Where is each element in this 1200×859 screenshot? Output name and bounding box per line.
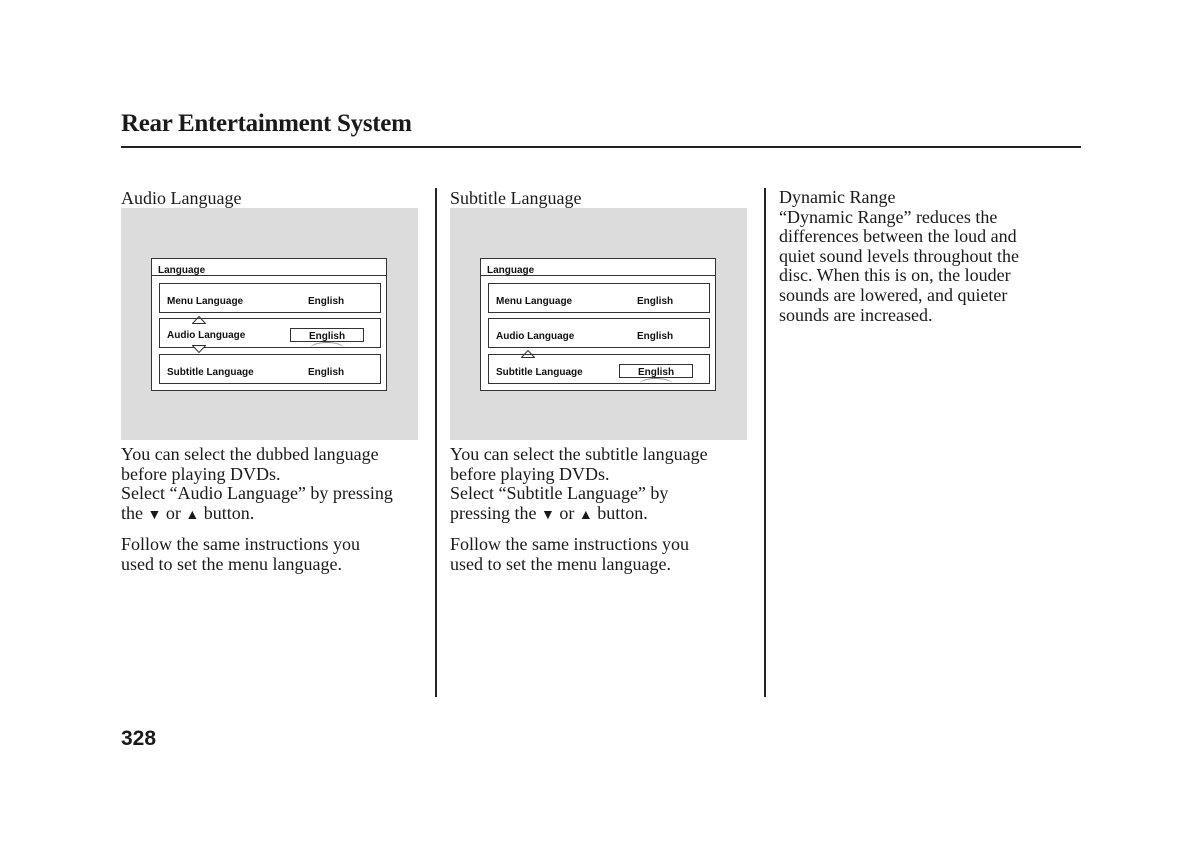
body-line: You can select the subtitle language	[450, 444, 708, 464]
column-dynamic-range	[779, 188, 1079, 325]
body-line: Follow the same instructions you	[121, 534, 360, 555]
cursor-arc	[639, 378, 673, 391]
subtitle-language-row	[159, 354, 381, 384]
row-label: Subtitle Language	[496, 367, 583, 378]
language-screen	[151, 258, 387, 391]
column-divider-1	[435, 188, 437, 697]
body-line: used to set the menu language.	[450, 553, 671, 574]
row-value: English	[308, 367, 345, 378]
row-value: English	[637, 367, 675, 378]
page-number: 328	[121, 727, 157, 750]
page-title: Rear Entertainment System	[121, 110, 412, 137]
text-fragment: or	[161, 502, 186, 523]
menu-language-row	[488, 283, 710, 313]
selected-value-box	[290, 328, 364, 342]
section-heading-subtitle-language: Subtitle Language	[450, 188, 582, 208]
subtitle-language-row	[488, 354, 710, 384]
body-line: sounds are increased.	[779, 304, 933, 325]
audio-language-row	[159, 318, 381, 348]
body-line: Follow the same instructions you	[450, 534, 689, 555]
body-line: used to set the menu language.	[121, 553, 342, 574]
text-fragment: the	[121, 502, 148, 523]
body-line	[450, 504, 750, 526]
up-triangle-icon: ▲	[578, 507, 593, 523]
row-value: English	[308, 296, 345, 307]
body-line: before playing DVDs.	[450, 463, 610, 484]
body-line: sounds are lowered, and quieter	[779, 284, 1008, 305]
figure-audio-language	[121, 208, 418, 440]
body-line: You can select the dubbed language	[121, 444, 379, 464]
text-fragment: or	[554, 502, 579, 523]
body-line: Select “Subtitle Language” by	[450, 483, 669, 504]
body-line: Select “Audio Language” by pressing	[121, 483, 393, 504]
column-audio-language	[121, 188, 421, 575]
up-triangle-icon: ▲	[185, 507, 200, 523]
body-line: disc. When this is on, the louder	[779, 265, 1011, 286]
row-value: English	[308, 331, 346, 342]
body-line	[121, 504, 421, 526]
column-subtitle-language	[450, 188, 750, 575]
row-value: English	[637, 331, 674, 342]
row-label: Audio Language	[167, 330, 246, 341]
figure-subtitle-language	[450, 208, 747, 440]
down-triangle-icon: ▼	[147, 507, 162, 523]
language-screen	[480, 258, 716, 391]
row-label: Menu Language	[167, 296, 244, 307]
body-line: before playing DVDs.	[121, 463, 281, 484]
audio-language-row	[488, 318, 710, 348]
down-arrow-icon	[192, 345, 206, 353]
row-label: Audio Language	[496, 331, 575, 342]
row-value: English	[637, 296, 674, 307]
column-divider-2	[764, 188, 766, 697]
screen-header	[152, 259, 386, 276]
title-divider	[121, 146, 1081, 148]
body-line: “Dynamic Range” reduces the	[779, 206, 998, 227]
section-heading-audio-language: Audio Language	[121, 188, 242, 208]
down-triangle-icon: ▼	[540, 507, 555, 523]
screen-title: Language	[158, 265, 206, 276]
screen-header	[481, 259, 715, 276]
menu-language-row	[159, 283, 381, 313]
row-label: Menu Language	[496, 296, 573, 307]
text-fragment: button.	[199, 502, 255, 523]
selected-value-box	[619, 364, 693, 378]
body-line: differences between the loud and	[779, 226, 1017, 247]
body-line: quiet sound levels throughout the	[779, 245, 1019, 266]
screen-title: Language	[487, 265, 535, 276]
section-heading-dynamic-range: Dynamic Range	[779, 187, 896, 207]
text-fragment: pressing the	[450, 502, 541, 523]
text-fragment: button.	[592, 502, 648, 523]
row-label: Subtitle Language	[167, 367, 254, 378]
